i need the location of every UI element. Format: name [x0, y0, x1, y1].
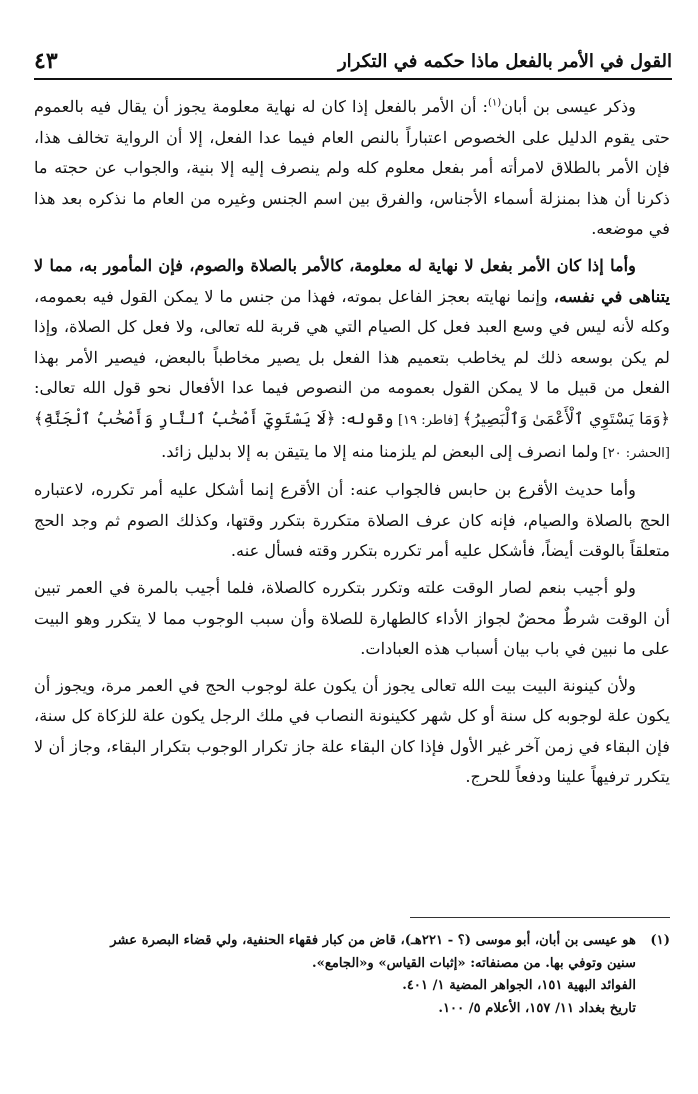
verse-citation-2: [الحشر: ٢٠] [598, 445, 670, 461]
footnote [34, 930, 670, 1020]
footnote-reference-mark[interactable]: (١) [488, 97, 502, 109]
running-header [34, 40, 672, 80]
paragraph-1 [34, 92, 670, 245]
page-number: ٤٣ [34, 48, 58, 74]
quran-verse-1: ﴿وَمَا يَسْتَوِي ٱلْأَعْمَىٰ وَٱلْبَصِيرُ﴾ [462, 408, 670, 428]
paragraph-1-lead: وذكر عيسى بن أبان [501, 97, 636, 116]
paragraph-2-text-3: ولما انصرف إلى البعض لم يلزمنا منه إلا ما يتيقن به إلا بدليل زائد. [161, 441, 599, 461]
footnote-line-1: هو عيسى بن أبان، أبو موسى (؟ - ٢٢١هـ)، قاض من كبار فقهاء الحنفية، ولي قضاء البصرة عشر [110, 933, 636, 948]
footnote-line-3: الفوائد البهية ١٥١، الجواهر المضية ١/ ٤٠١. [402, 978, 636, 993]
main-text [34, 92, 670, 799]
quran-verse-2: ﴿لَا يَسْتَوِيٓ أَصْحَٰبُ ٱلنَّارِ وَأَصْحَٰبُ ٱلْجَنَّةِ﴾ [34, 408, 336, 428]
footnote-body [34, 930, 636, 1020]
footnote-line-2: سنين وتوفي بها. من مصنفاته: «إثبات القياس» و«الجامع». [312, 955, 636, 971]
paragraph-5: ولأن كينونة البيت بيت الله تعالى يجوز أن يكون علة لوجوب الحج في العمر مرة، ويجوز أن يكون علة لوجوبه كل سنة أو كل شهر ككينونة النصاب في ملك الرجل يكون علة للزكاة كل سنة، فإن البقاء في زمن آخر غير الأول فإذا كان البقاء علة جاز تكرار الوجوب بتكرار البقاء، وجاز أن لا يتكرر ترفيهاً علينا ودفعاً للحرج. [34, 675, 670, 787]
paragraph-2 [34, 251, 670, 469]
paragraph-4: ولو أجيب بنعم لصار الوقت علته وتكرر بتكرره كالصلاة، فلما أجيب بالمرة في العمر تبين أن الوقت شرطٌ محضٌ لجواز الأداء كالطهارة للصلاة وأن سبب الوجوب مما لا يتكرر وهو البيت على ما نبين في باب بيان أسباب هذه العبادات. [34, 577, 670, 659]
footnote-line-4: تاريخ بغداد ١١/ ١٥٧، الأعلام ٥/ ١٠٠. [438, 1000, 636, 1016]
footnote-divider [410, 917, 670, 918]
paragraph-1-text: : أن الأمر بالفعل إذا كان له نهاية معلومة يجوز أن يقال فيه بالعموم حتى يقوم الدليل على الخصوص اعتباراً بالنص العام فيما عدا الفعل، إلا أن الرواية تخالف هذا، فإن الأمر بالطلاق لامرأته أمر بفعل معلوم كله ولم ينصرف إليه إلا بنية، والجواب عن حجته ما ذكرنا أن هذا بمنزلة أسماء الأجناس، والفرق بين اسم الجنس وغيره من العام ما نذكره بعد هذا في موضعه. [34, 97, 670, 239]
running-title: القول في الأمر بالفعل ماذا حكمه في التكرار [337, 51, 672, 72]
paragraph-3: وأما حديث الأقرع بن حابس فالجواب عنه: أن الأقرع إنما أشكل عليه أمر تكرره، لاعتباره الحج بالصلاة والصيام، فإنه كان عرف الصلاة متكررة بتكرر وقتها، وكذلك الصوم ثم وجد الحج متعلقاً بالوقت أيضاً، فأشكل عليه أمر تكرره بتكرر وقته فسأل عنه. [34, 480, 670, 561]
paragraph-2-text-1: وإنما نهايته بعجز الفاعل بموته، فهذا من جنس ما لا يمكن القول فيه بعمومه، وكله لأنه ليس في وسع العبد فعل كل الصيام التي هي قربة لله تعالى، ولا فعل كل الصلاة، وإذا لم يكن بوسعه ذلك لم يخاطب بتعميم هذا الفعل بل يصير مخاطباً بالبعض، فيصير الأمر بهذا الفعل من قبيل ما لا يمكن القول بعمومه من النصوص فيما عدا الأفعال نحو قول الله تعالى: [34, 286, 670, 398]
footnote-number: (١) [650, 933, 670, 948]
paragraph-2-text-2: وقوله: [335, 408, 394, 428]
verse-citation-1: [فاطر: ١٩] [393, 412, 463, 428]
paragraph-2-bold-lead: وأما إذا كان الأمر بفعل لا نهاية له معلومة، كالأمر بالصلاة والصوم، فإن المأمور به، مما لا يتناهى في نفسه، [34, 255, 670, 306]
